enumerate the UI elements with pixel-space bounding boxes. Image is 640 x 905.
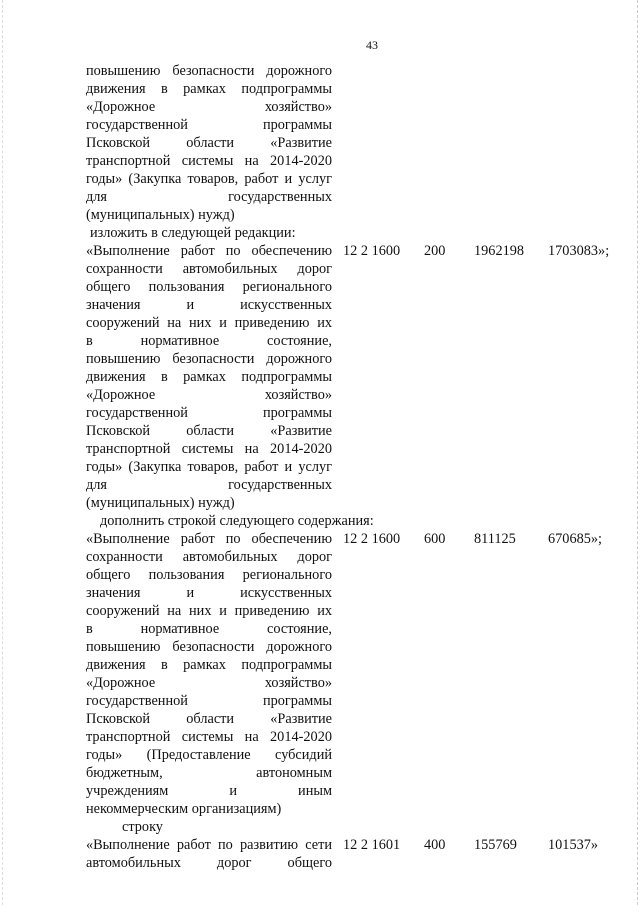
line-text: учреждениям и иным <box>86 783 332 799</box>
line-text: транспортной системы на 2014-2020 <box>86 729 332 745</box>
text-line <box>86 440 640 458</box>
text-line <box>86 656 640 674</box>
text-line <box>86 314 640 332</box>
line-text: годы» (Предоставление субсидий <box>86 747 332 763</box>
line-text: движения в рамках подпрограммы <box>86 657 332 673</box>
text-line <box>86 368 640 386</box>
text-line <box>86 296 640 314</box>
line-text: некоммерческим организациям) <box>86 801 282 817</box>
text-line <box>86 530 640 548</box>
text-line <box>86 710 640 728</box>
text-line <box>86 188 640 206</box>
text-line <box>86 620 640 638</box>
expense-type-code: 600 <box>424 531 446 547</box>
amount-year-2: 1703083»; <box>548 243 610 259</box>
instruction-line: дополнить строкой следующего содержания: <box>100 513 374 529</box>
text-line <box>86 242 640 260</box>
line-text: сооружений на них и приведению их <box>86 603 332 619</box>
line-text: Псковской области «Развитие <box>86 135 332 151</box>
instruction-line: строку <box>122 819 163 835</box>
line-text: движения в рамках подпрограммы <box>86 81 332 97</box>
line-text: «Дорожное хозяйство» <box>86 387 332 403</box>
line-text: для государственных <box>86 189 332 205</box>
text-line <box>86 566 640 584</box>
amount-year-2: 101537» <box>548 837 599 853</box>
text-line <box>86 746 640 764</box>
line-text: государственной программы <box>86 405 332 421</box>
line-text: государственной программы <box>86 117 332 133</box>
amount-year-2: 670685»; <box>548 531 603 547</box>
text-line <box>86 350 640 368</box>
text-line <box>86 170 640 188</box>
text-line <box>86 692 640 710</box>
text-line <box>86 584 640 602</box>
line-text: «Выполнение работ по развитию сети <box>86 837 332 853</box>
text-line <box>86 836 640 854</box>
line-text: для государственных <box>86 477 332 493</box>
text-line <box>86 764 640 782</box>
text-line <box>86 458 640 476</box>
target-article-code: 12 2 1600 <box>343 531 401 547</box>
paragraph <box>86 530 640 818</box>
text-line <box>86 152 640 170</box>
amount-year-1: 1962198 <box>474 243 525 259</box>
line-text: (муниципальных) нужд) <box>86 495 235 511</box>
line-text: значения и искусственных <box>86 585 332 601</box>
text-line <box>86 548 640 566</box>
line-text: транспортной системы на 2014-2020 <box>86 441 332 457</box>
paragraph <box>86 836 640 872</box>
line-text: повышению безопасности дорожного <box>86 63 332 79</box>
line-text: сооружений на них и приведению их <box>86 315 332 331</box>
instruction-line: изложить в следующей редакции: <box>90 225 296 241</box>
expense-type-code: 400 <box>424 837 446 853</box>
text-line <box>86 134 640 152</box>
amount-year-1: 811125 <box>474 531 516 547</box>
line-text: «Выполнение работ по обеспечению <box>86 531 332 547</box>
line-text: в нормативное состояние, <box>86 333 332 349</box>
text-line <box>86 422 640 440</box>
text-line <box>86 800 640 818</box>
text-line <box>86 116 640 134</box>
text-line <box>86 278 640 296</box>
text-line <box>86 98 640 116</box>
text-line <box>86 206 640 224</box>
scan-left-edge <box>2 0 3 905</box>
text-line <box>86 332 640 350</box>
line-text: повышению безопасности дорожного <box>86 351 332 367</box>
target-article-code: 12 2 1600 <box>343 243 401 259</box>
line-text: «Выполнение работ по обеспечению <box>86 243 332 259</box>
line-text: «Дорожное хозяйство» <box>86 675 332 691</box>
line-text: автомобильных дорог общего <box>86 855 332 871</box>
line-text: сохранности автомобильных дорог <box>86 549 332 565</box>
text-line <box>86 386 640 404</box>
text-line <box>86 674 640 692</box>
text-line <box>86 782 640 800</box>
text-line <box>86 476 640 494</box>
paragraph <box>86 242 640 512</box>
line-text: общего пользования регионального <box>86 279 332 295</box>
line-text: общего пользования регионального <box>86 567 332 583</box>
text-line <box>86 404 640 422</box>
line-text: повышению безопасности дорожного <box>86 639 332 655</box>
line-text: «Дорожное хозяйство» <box>86 99 332 115</box>
text-line <box>86 728 640 746</box>
paragraph <box>86 62 640 224</box>
line-text: значения и искусственных <box>86 297 332 313</box>
text-line <box>86 260 640 278</box>
line-text: Псковской области «Развитие <box>86 711 332 727</box>
line-text: Псковской области «Развитие <box>86 423 332 439</box>
amount-year-1: 155769 <box>474 837 517 853</box>
text-line <box>86 854 640 872</box>
line-text: (муниципальных) нужд) <box>86 207 235 223</box>
line-text: государственной программы <box>86 693 332 709</box>
line-text: годы» (Закупка товаров, работ и услуг <box>86 459 332 475</box>
page-number: 43 <box>366 38 378 52</box>
target-article-code: 12 2 1601 <box>343 837 401 853</box>
document-body <box>86 62 640 872</box>
text-line <box>86 80 640 98</box>
text-line <box>86 602 640 620</box>
line-text: сохранности автомобильных дорог <box>86 261 332 277</box>
text-line <box>86 494 640 512</box>
line-text: годы» (Закупка товаров, работ и услуг <box>86 171 332 187</box>
line-text: движения в рамках подпрограммы <box>86 369 332 385</box>
line-text: в нормативное состояние, <box>86 621 332 637</box>
line-text: транспортной системы на 2014-2020 <box>86 153 332 169</box>
text-line <box>86 62 640 80</box>
expense-type-code: 200 <box>424 243 446 259</box>
line-text: бюджетным, автономным <box>86 765 332 781</box>
text-line <box>86 638 640 656</box>
